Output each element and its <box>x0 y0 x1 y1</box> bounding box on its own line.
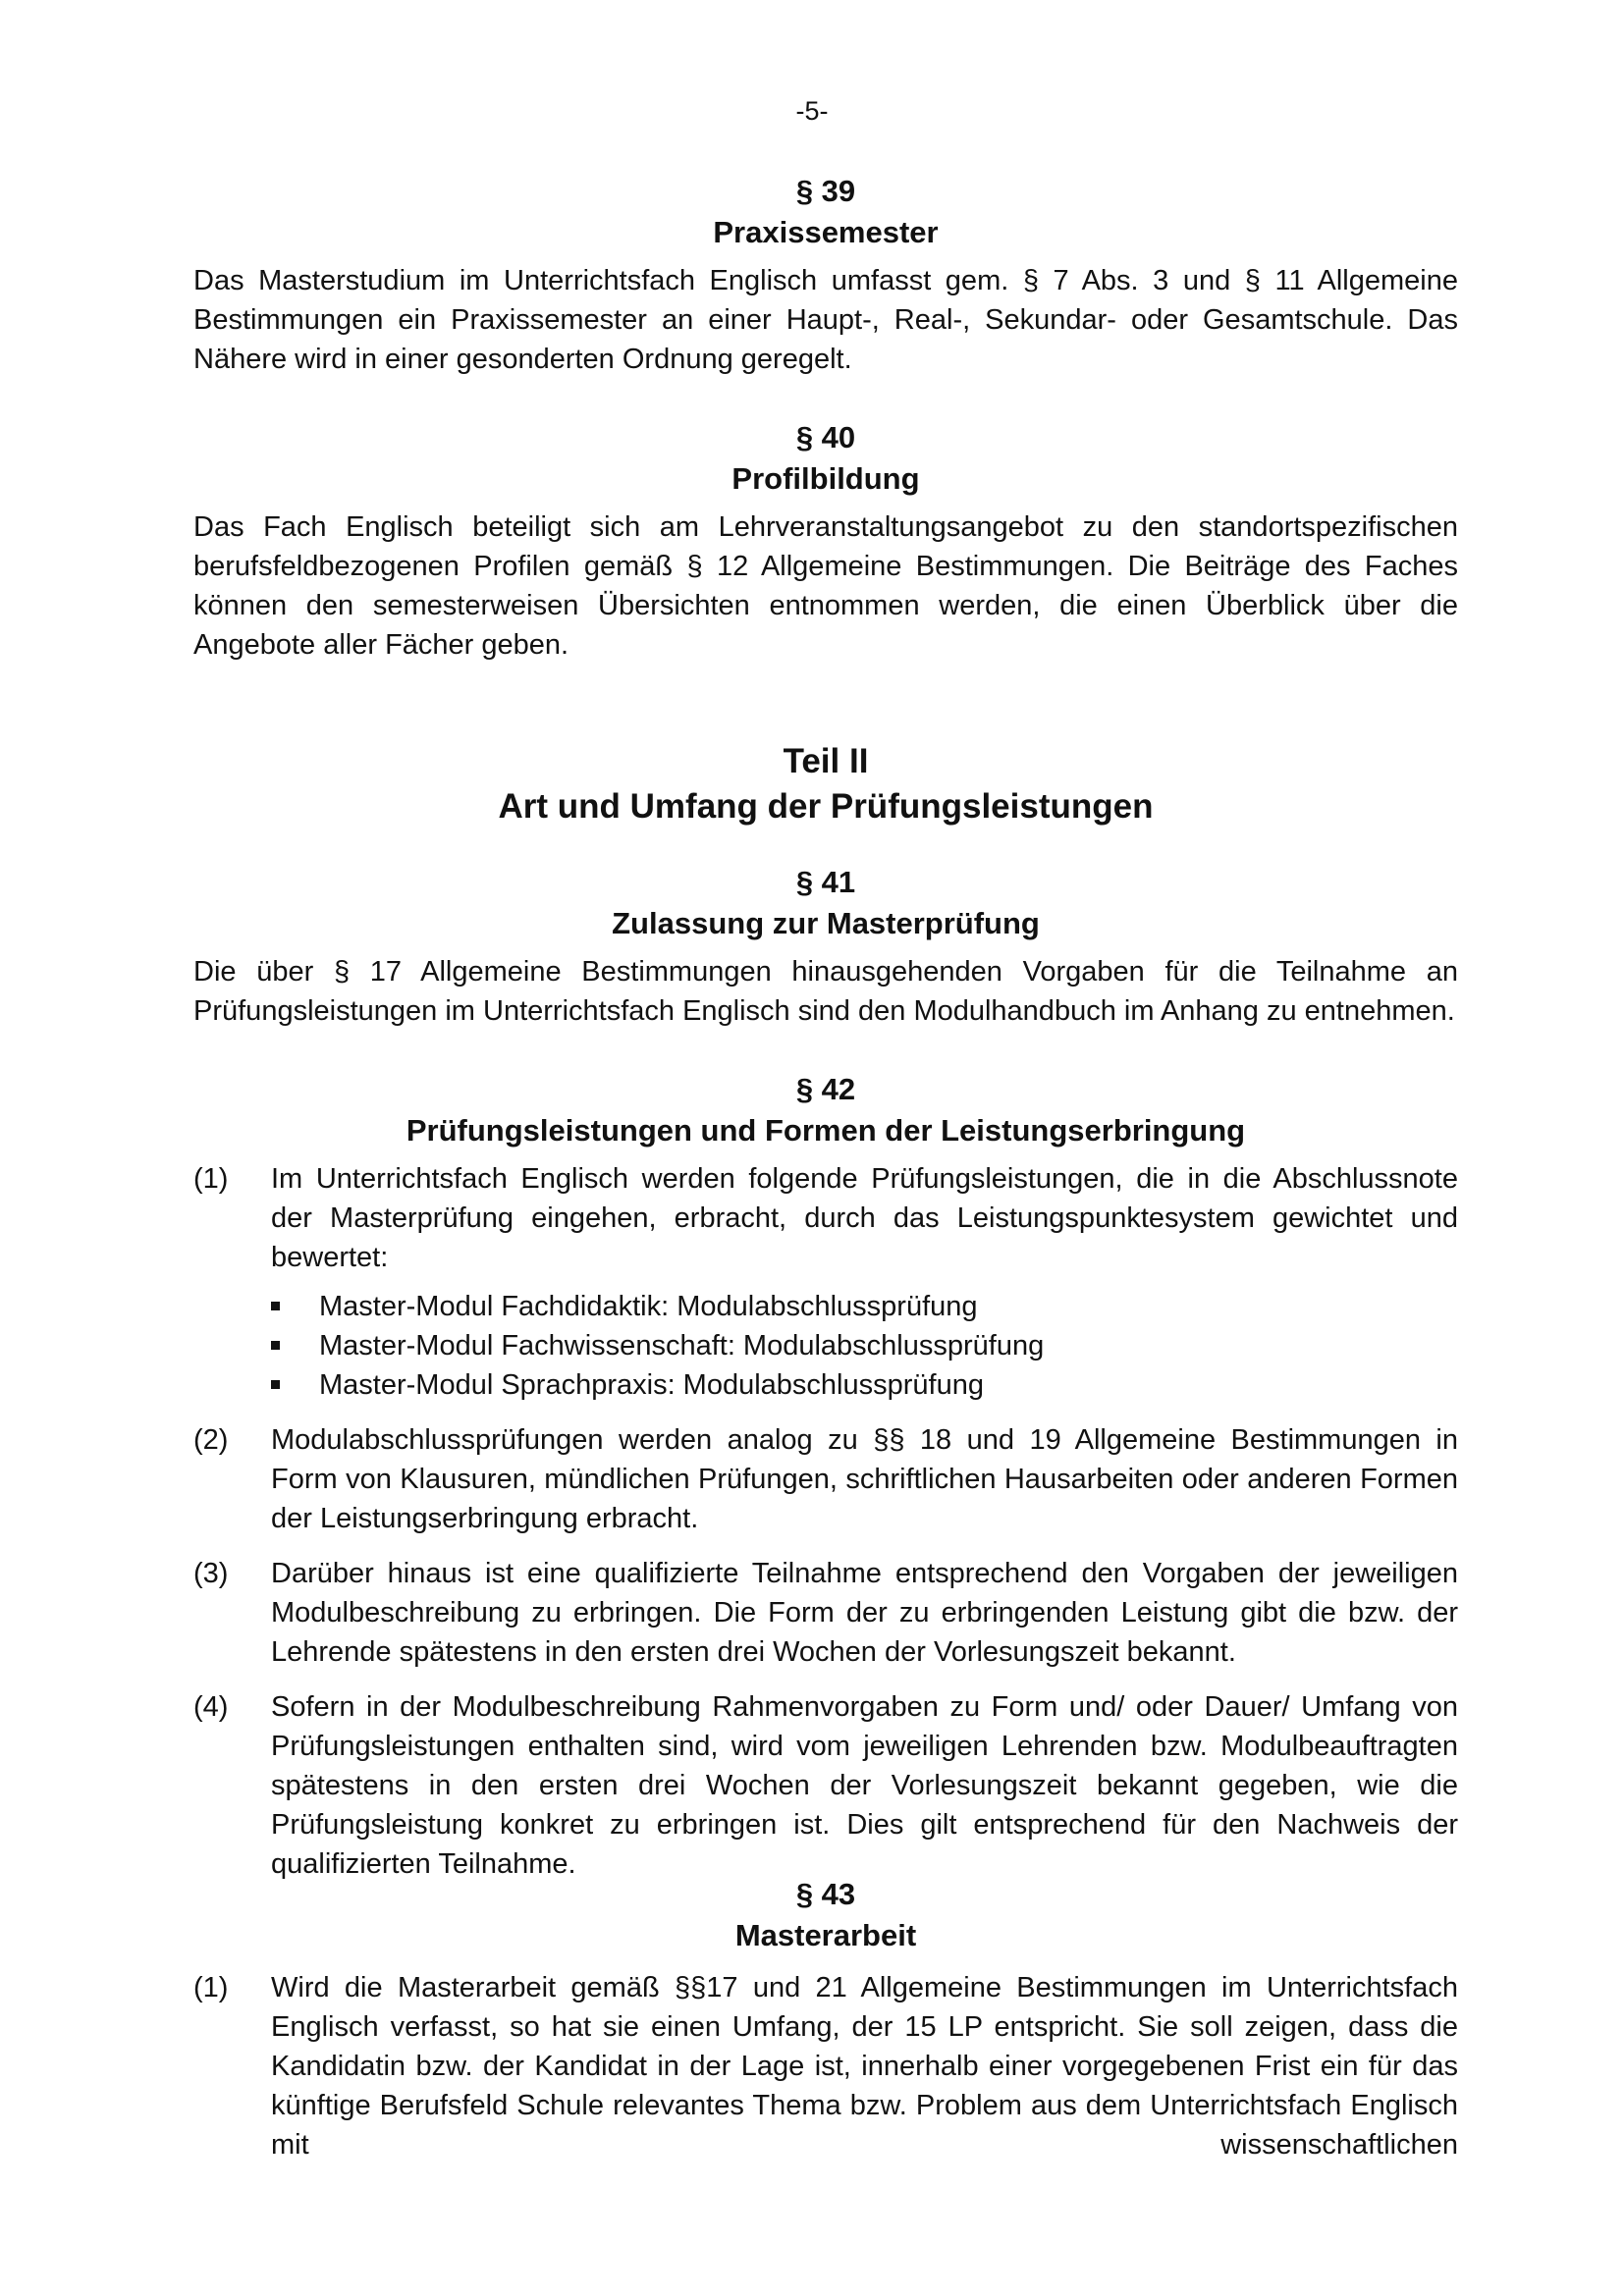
paragraph-number: (1) <box>193 1163 229 1195</box>
section-39 <box>193 171 1458 379</box>
section-43-title: Masterarbeit <box>734 1918 917 1952</box>
section-43-number: § 43 <box>795 1877 856 1911</box>
section-42-paragraph-4 <box>193 1687 1458 1884</box>
section-42-paragraph-3 <box>193 1554 1458 1672</box>
section-40 <box>193 417 1458 665</box>
list-item <box>271 1365 1458 1405</box>
section-41 <box>193 862 1458 1031</box>
section-42 <box>193 1069 1458 1884</box>
page-number: -5- <box>795 96 829 126</box>
list-item-text: Master-Modul Fachwissenschaft: Modulabschlussprüfung <box>319 1330 1045 1362</box>
part-2-title: Teil II <box>783 742 869 780</box>
section-41-title: Zulassung zur Masterprüfung <box>612 906 1040 940</box>
list-item-text: Master-Modul Sprachpraxis: Modulabschlussprüfung <box>319 1369 984 1401</box>
paragraph-text: Modulabschlussprüfungen werden analog zu §§ 18 und 19 Allgemeine Bestimmungen in Form von Klausuren, mündlichen Prüfungen, schriftlichen Hausarbeiten oder anderen Formen der Leistungserbringung erbracht. <box>271 1424 1458 1534</box>
section-41-text: Die über § 17 Allgemeine Bestimmungen hinausgehenden Vorgaben für die Teilnahme an Prüfungsleistungen im Unterrichtsfach Englisch sind den Modulhandbuch im Anhang zu entnehmen. <box>193 956 1458 1027</box>
paragraph-number: (4) <box>193 1691 229 1723</box>
section-42-title: Prüfungsleistungen und Formen der Leistungserbringung <box>406 1113 1246 1148</box>
section-40-title: Profilbildung <box>731 461 920 496</box>
part-2-subtitle: Art und Umfang der Prüfungsleistungen <box>498 787 1154 826</box>
section-42-bullet-list <box>271 1287 1458 1405</box>
section-42-paragraph-2 <box>193 1420 1458 1538</box>
section-42-number: § 42 <box>795 1072 856 1106</box>
list-item <box>271 1326 1458 1365</box>
section-39-number: § 39 <box>795 174 856 208</box>
paragraph-text: Sofern in der Modulbeschreibung Rahmenvorgaben zu Form und/ oder Dauer/ Umfang von Prüfungsleistungen enthalten sind, wird vom jeweiligen Lehrenden bzw. Modulbeauftragten spätestens in den ersten drei Wochen der Vorlesungszeit bekannt gegeben, wie die Prüfungsleistung konkret zu erbringen ist. Dies gilt entsprechend für den Nachweis der qualifizierten Teilnahme. <box>271 1691 1458 1880</box>
list-item-text: Master-Modul Fachdidaktik: Modulabschlussprüfung <box>319 1291 978 1322</box>
paragraph-text: Im Unterrichtsfach Englisch werden folgende Prüfungsleistungen, die in die Abschlussnote der Masterprüfung eingehen, erbracht, durch das Leistungspunktesystem gewichtet und bewertet: <box>271 1163 1458 1273</box>
section-41-number: § 41 <box>795 865 856 899</box>
part-2-heading <box>193 739 1458 829</box>
square-bullet-icon <box>271 1380 280 1389</box>
paragraph-text: Wird die Masterarbeit gemäß §§17 und 21 Allgemeine Bestimmungen im Unterrichtsfach Englisch verfasst, so hat sie einen Umfang, der 15 LP entspricht. Sie soll zeigen, dass die Kandidatin bzw. der Kandidat in der Lage ist, innerhalb einer vorgegebenen Frist ein für das künftige Berufsfeld Schule relevantes Thema bzw. Problem aus dem Unterrichtsfach Englisch mit wissenschaftlichen <box>271 1972 1458 2161</box>
square-bullet-icon <box>271 1302 280 1310</box>
paragraph-number: (1) <box>193 1972 229 2003</box>
paragraph-text: Darüber hinaus ist eine qualifizierte Teilnahme entsprechend den Vorgaben der jeweiligen Modulbeschreibung zu erbringen. Die Form der zu erbringenden Leistung gibt die bzw. der Lehrende spätestens in den ersten drei Wochen der Vorlesungszeit bekannt. <box>271 1558 1458 1668</box>
list-item <box>271 1287 1458 1326</box>
section-39-text: Das Masterstudium im Unterrichtsfach Englisch umfasst gem. § 7 Abs. 3 und § 11 Allgemeine Bestimmungen ein Praxissemester an einer Haupt-, Real-, Sekundar- oder Gesamtschule. Das Nähere wird in einer gesonderten Ordnung geregelt. <box>193 265 1458 375</box>
square-bullet-icon <box>271 1341 280 1350</box>
paragraph-number: (2) <box>193 1424 229 1456</box>
paragraph-number: (3) <box>193 1558 229 1589</box>
section-43 <box>193 1874 1458 2164</box>
section-40-text: Das Fach Englisch beteiligt sich am Lehrveranstaltungsangebot zu den standortspezifischen berufsfeldbezogenen Profilen gemäß § 12 Allgemeine Bestimmungen. Die Beiträge des Faches können den semesterweisen Übersichten entnommen werden, die einen Überblick über die Angebote aller Fächer geben. <box>193 511 1458 661</box>
section-42-paragraph-1 <box>193 1159 1458 1277</box>
section-40-number: § 40 <box>795 420 856 454</box>
section-39-title: Praxissemester <box>713 215 939 249</box>
section-43-paragraph-1 <box>193 1968 1458 2164</box>
